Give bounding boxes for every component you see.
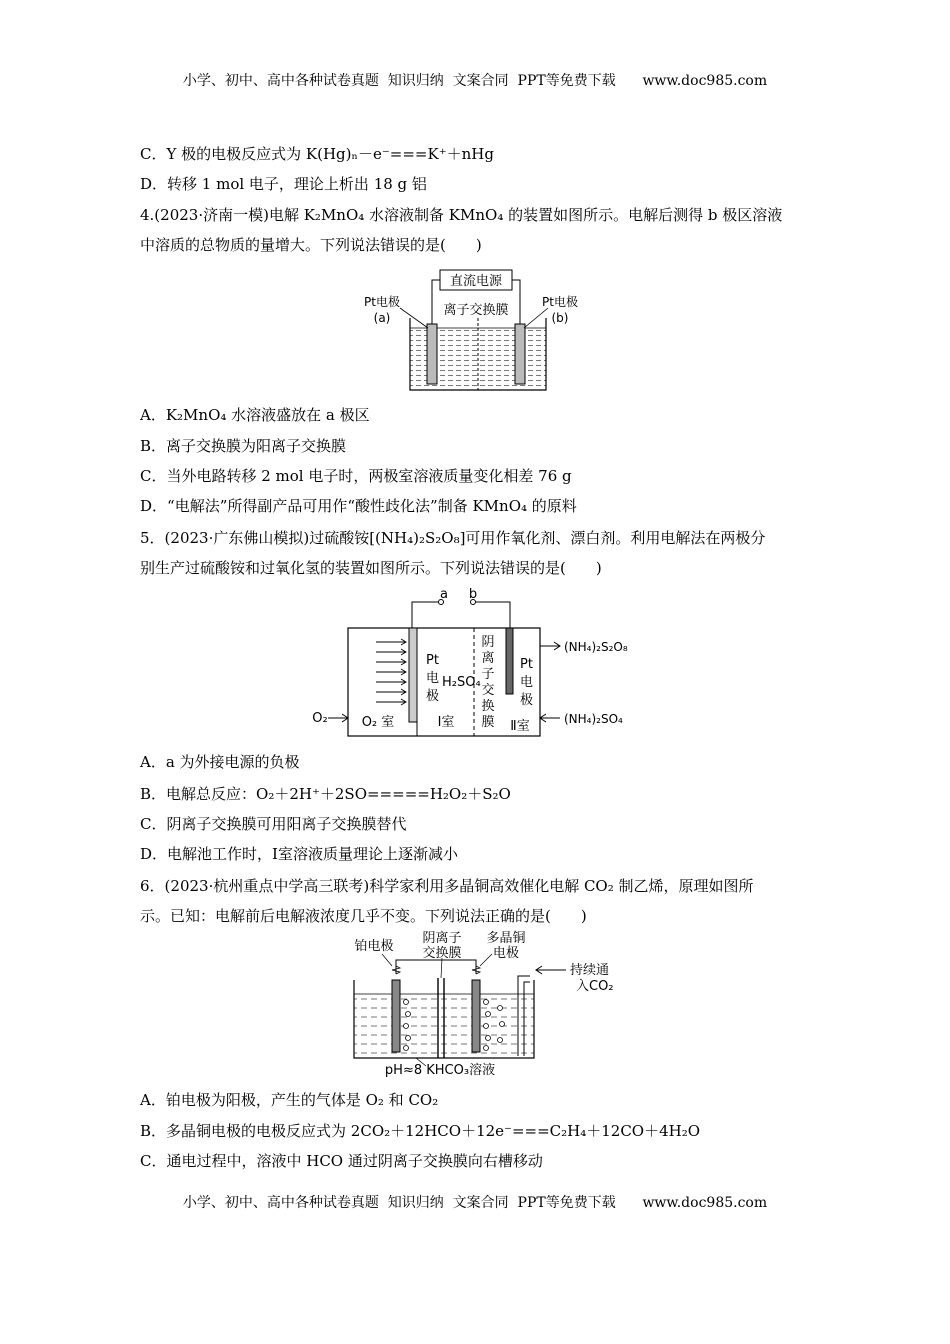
- page-footer: 小学、初中、高中各种试卷真题 知识归纳 文案合同 PPT等免费下载 www.doc985.com: [182, 1195, 768, 1211]
- q4-power-label: 直流电源: [449, 274, 503, 289]
- q6-co2-label2: 入CO₂: [576, 979, 614, 994]
- q5-electrode-1: [409, 628, 417, 722]
- q5-o2-inlet: O₂: [312, 711, 328, 726]
- q4-electrode-b-tag: (b): [551, 311, 569, 325]
- q6-pt-label: 铂电极: [354, 939, 394, 954]
- q4-figure-electrolysis-cell: [360, 268, 590, 394]
- q6-option-c: C．通电过程中，溶液中 HCO 通过阴离子交换膜向右槽移动: [140, 1152, 543, 1170]
- q4-electrode-b: [515, 324, 525, 384]
- q4-option-d: D．“电解法”所得副产品可用作“酸性歧化法”制备 KMnO₄ 的原料: [140, 497, 577, 515]
- q6-option-a: A．铂电极为阳极，产生的气体是 O₂ 和 CO₂: [140, 1091, 439, 1109]
- q4-electrode-a: [427, 324, 437, 384]
- q5-pt1: Pt: [426, 653, 439, 668]
- q5-membrane-char: 离: [481, 651, 495, 666]
- q4-stem-line1: 4.(2023·济南一模)电解 K₂MnO₄ 水溶液制备 KMnO₄ 的装置如图所示。电解后测得 b 极区溶液: [140, 206, 783, 224]
- q5-stem-line1: 5．(2023·广东佛山模拟)过硫酸铵[(NH₄)₂S₂O₈]可用作氧化剂、漂白剂。利用电解法在两极分: [140, 529, 766, 547]
- q5-figure-electrolysis-cell: [308, 588, 658, 738]
- q5-outlet-label: (NH₄)₂S₂O₈: [564, 640, 628, 654]
- q6-stem-line2: 示。已知：电解前后电解液浓度几乎不变。下列说法正确的是( ): [140, 907, 587, 925]
- q5-membrane-char: 子: [481, 667, 495, 682]
- q4-option-a: A．K₂MnO₄ 水溶液盛放在 a 极区: [140, 406, 370, 424]
- q6-stem-line1: 6．(2023·杭州重点中学高三联考)科学家利用多晶铜高效催化电解 CO₂ 制乙烯，原理如图所: [140, 877, 754, 895]
- q4-option-b: B．离子交换膜为阳离子交换膜: [140, 437, 347, 455]
- q6-option-b: B．多晶铜电极的电极反应式为 2CO₂＋12HCO＋12e⁻===C₂H₄＋12CO＋4H₂O: [140, 1122, 701, 1140]
- q5-pt2: Pt: [520, 657, 533, 672]
- q6-membrane-label2: 交换膜: [422, 946, 462, 961]
- q6-cu-label1: 多晶铜: [486, 931, 526, 946]
- q6-co2-label1: 持续通: [570, 963, 610, 978]
- q5-terminal-a: a: [440, 587, 448, 602]
- q5-electrode-2: [506, 628, 513, 694]
- q4-electrode-b-label: Pt电极: [542, 295, 578, 309]
- q5-option-c: C．阴离子交换膜可用阳离子交换膜替代: [140, 815, 407, 833]
- q3-option-c: C．Y 极的电极反应式为 K(Hg)ₙ－e⁻===K⁺＋nHg: [140, 145, 494, 163]
- q5-membrane-char: 换: [481, 699, 495, 714]
- page-header: 小学、初中、高中各种试卷真题 知识归纳 文案合同 PPT等免费下载 www.doc985.com: [182, 73, 768, 89]
- q6-membrane-label1: 阴离子: [422, 931, 462, 946]
- q5-electrode2-char2: 极: [520, 693, 534, 708]
- q5-stem-line2: 别生产过硫酸铵和过氧化氢的装置如图所示。下列说法错误的是( ): [140, 559, 602, 577]
- q6-figure-electrolysis-cell: [340, 932, 620, 1078]
- q5-h2so4: H₂SO₄: [442, 675, 481, 690]
- q5-electrode1-char2: 极: [426, 689, 440, 704]
- q6-cu-label2: 电极: [492, 946, 520, 961]
- q5-inlet-label: (NH₄)₂SO₄: [564, 712, 623, 726]
- q4-membrane-label: 离子交换膜: [443, 303, 509, 318]
- q5-terminal-b: b: [468, 587, 478, 602]
- q5-option-a: A．a 为外接电源的负极: [140, 753, 300, 771]
- q6-cu-electrode: [472, 980, 480, 1052]
- q5-room2: Ⅱ室: [510, 719, 530, 734]
- q5-electrode1-char1: 电: [426, 671, 440, 686]
- q5-room1: Ⅰ室: [437, 715, 455, 730]
- q4-stem-line2: 中溶质的总物质的量增大。下列说法错误的是( ): [140, 236, 482, 254]
- q5-membrane-char: 交: [481, 683, 495, 698]
- q6-solution-label: pH≈8 KHCO₃溶液: [384, 1063, 496, 1078]
- q5-option-d: D．电解池工作时，Ⅰ室溶液质量理论上逐渐减小: [140, 845, 458, 863]
- q5-electrode2-char1: 电: [520, 675, 534, 690]
- q3-option-d: D．转移 1 mol 电子，理论上析出 18 g 铝: [140, 175, 427, 193]
- q5-membrane-char: 膜: [481, 715, 495, 730]
- q5-o2-room: O₂ 室: [361, 715, 395, 730]
- q4-option-c: C．当外电路转移 2 mol 电子时，两极室溶液质量变化相差 76 g: [140, 467, 572, 485]
- q6-pt-electrode: [392, 980, 400, 1052]
- q5-o2-arrows: [376, 639, 406, 705]
- q4-electrode-a-tag: (a): [373, 311, 391, 325]
- q5-membrane-char: 阴: [481, 635, 495, 650]
- q5-option-b: B．电解总反应：O₂＋2H⁺＋2SO=====H₂O₂＋S₂O: [140, 785, 511, 803]
- q4-electrode-a-label: Pt电极: [364, 295, 400, 309]
